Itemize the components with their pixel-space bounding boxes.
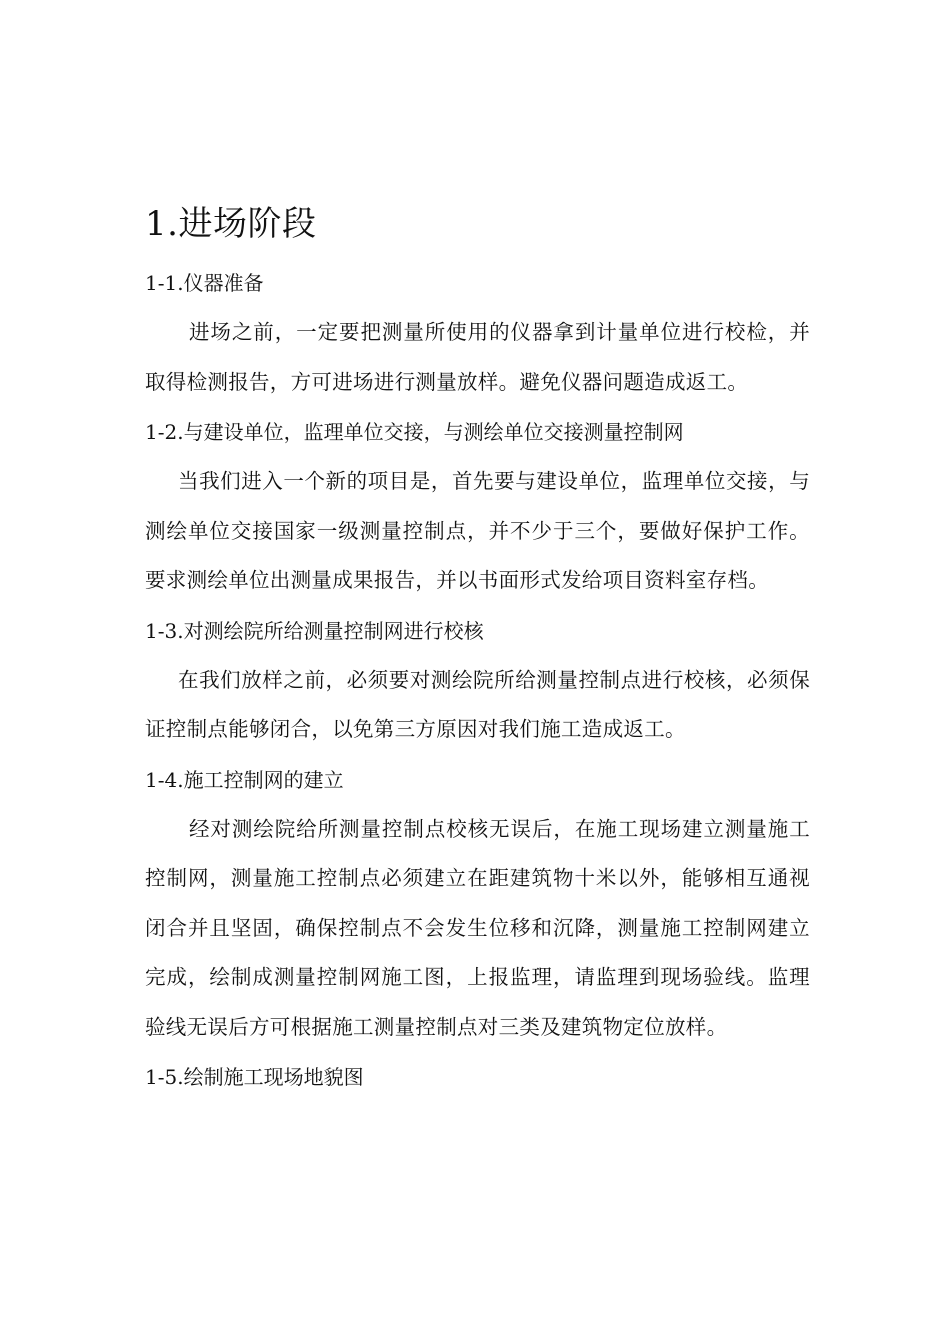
section-handover xyxy=(145,407,810,606)
section-body: 在我们放样之前，必须要对测绘院所给测量控制点进行校核，必须保证控制点能够闭合，以免第三方原因对我们施工造成返工。 xyxy=(145,667,810,741)
document-title: 1.进场阶段 xyxy=(145,204,317,244)
section-heading: 1-4.施工控制网的建立 xyxy=(145,767,344,792)
section-verification xyxy=(145,606,810,755)
section-body: 经对测绘院给所测量控制点校核无误后，在施工现场建立测量施工控制网，测量施工控制点必须建立在距建筑物十米以外，能够相互通视闭合并且坚固，确保控制点不会发生位移和沉降，测量施工控制网建立完成，绘制成测量控制网施工图，上报监理，请监理到现场验线。监理验线无误后方可根据施工测量控制点对三类及建筑物定位放样。 xyxy=(145,816,810,1039)
section-control-network xyxy=(145,755,810,1053)
section-body: 进场之前，一定要把测量所使用的仪器拿到计量单位进行校检，并取得检测报告，方可进场进行测量放样。避免仪器问题造成返工。 xyxy=(145,320,810,394)
document-page xyxy=(145,198,810,1102)
section-site-map xyxy=(145,1052,810,1102)
section-heading: 1-1.仪器准备 xyxy=(145,271,264,295)
section-heading: 1-3.对测绘院所给测量控制网进行校核 xyxy=(145,618,484,643)
section-body: 当我们进入一个新的项目是，首先要与建设单位，监理单位交接，与测绘单位交接国家一级测量控制点，并不少于三个，要做好保护工作。要求测绘单位出测量成果报告，并以书面形式发给项目资料室存档。 xyxy=(145,469,810,592)
section-instrument-prep xyxy=(145,258,810,407)
section-heading: 1-2.与建设单位，监理单位交接，与测绘单位交接测量控制网 xyxy=(145,420,684,444)
section-heading: 1-5.绘制施工现场地貌图 xyxy=(145,1065,364,1089)
